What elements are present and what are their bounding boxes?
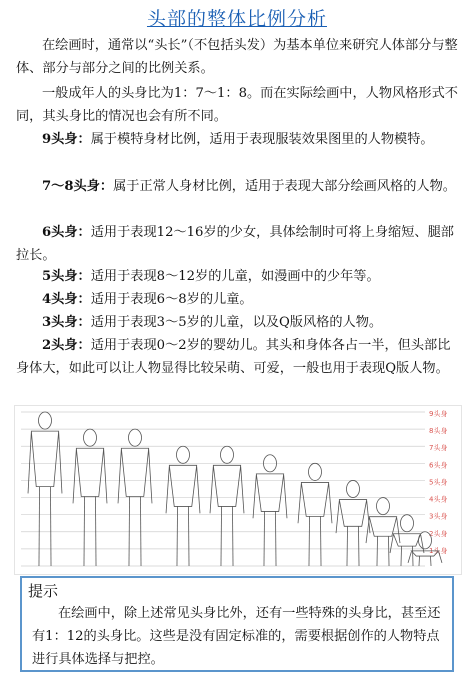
ratio-item-9 — [16, 128, 462, 151]
ratio-label: 2头身： — [42, 338, 91, 353]
intro-paragraph-1: 在绘画时，通常以“头长”（不包括头发）为基本单位来研究人体部分与整体、部分与部分之间的比例关系。 — [16, 38, 458, 76]
human-figure — [336, 480, 370, 566]
intro-paragraph-2: 一般成年人的头身比为1：7～1：8。而在实际绘画中，人物风格形式不同，其头身比的情况也会有所不同。 — [16, 86, 458, 124]
tip-title: 提示 — [28, 582, 59, 600]
ruler-label: 9头身 — [429, 410, 448, 418]
ratio-label: 4头身： — [42, 292, 91, 307]
ratio-item-3 — [16, 311, 462, 334]
ratio-item-2 — [16, 334, 462, 380]
ruler-label: 8头身 — [429, 427, 448, 436]
human-figure — [28, 412, 62, 566]
ratio-text: 适用于表现8～12岁的儿童，如漫画中的少年等。 — [90, 269, 380, 284]
ratio-label: 7～8头身： — [42, 179, 114, 194]
ruler-label: 2头身 — [429, 529, 448, 538]
ratio-item-4 — [16, 288, 462, 311]
ratio-item-6 — [16, 221, 462, 267]
ruler-label: 3头身 — [429, 512, 448, 521]
human-figure — [210, 446, 244, 566]
page-title: 头部的整体比例分析 — [146, 8, 327, 30]
ratio-text: 属于模特身材比例，适用于表现服装效果图里的人物模特。 — [90, 132, 434, 147]
ratio-label: 3头身： — [42, 315, 91, 330]
ruler-label: 6头身 — [429, 461, 448, 470]
ratio-text: 适用于表现12～16岁的少女，具体绘制时可将上身缩短、腿部拉长。 — [16, 225, 454, 263]
ruler-label: 7头身 — [429, 444, 448, 453]
head-body-proportion-figure — [14, 405, 462, 575]
ratio-label: 9头身： — [42, 132, 91, 147]
ruler-label: 5头身 — [429, 478, 448, 487]
ratio-text: 适用于表现0～2岁的婴幼儿。其头和身体各占一半，但头部比身体大，如此可以让人物显得比较呆萌、可爱，一般也用于表现Q版人物。 — [16, 338, 451, 376]
ratio-text: 适用于表现3～5岁的儿童，以及Q版风格的人物。 — [90, 315, 383, 330]
ratio-label: 5头身： — [42, 269, 91, 284]
tip-body: 在绘画中，除上述常见头身比外，还有一些特殊的头身比，甚至还有1：12的头身比。这些是没有固定标准的，需要根据创作的人物特点进行具体选择与把控。 — [32, 606, 441, 667]
ratio-item-5 — [16, 265, 462, 288]
tip-box — [20, 576, 454, 672]
human-figure — [253, 455, 287, 566]
ratio-text: 适用于表现6～8岁的儿童。 — [90, 292, 253, 307]
ratio-text: 属于正常人身材比例，适用于表现大部分绘画风格的人物。 — [113, 179, 456, 194]
ratio-label: 6头身： — [42, 225, 91, 240]
ruler-label: 4头身 — [429, 495, 448, 504]
ratio-item-7-8 — [16, 175, 462, 198]
proportion-illustration — [15, 406, 461, 574]
ruler-label: 1头身 — [429, 546, 448, 555]
human-figure — [166, 446, 200, 566]
